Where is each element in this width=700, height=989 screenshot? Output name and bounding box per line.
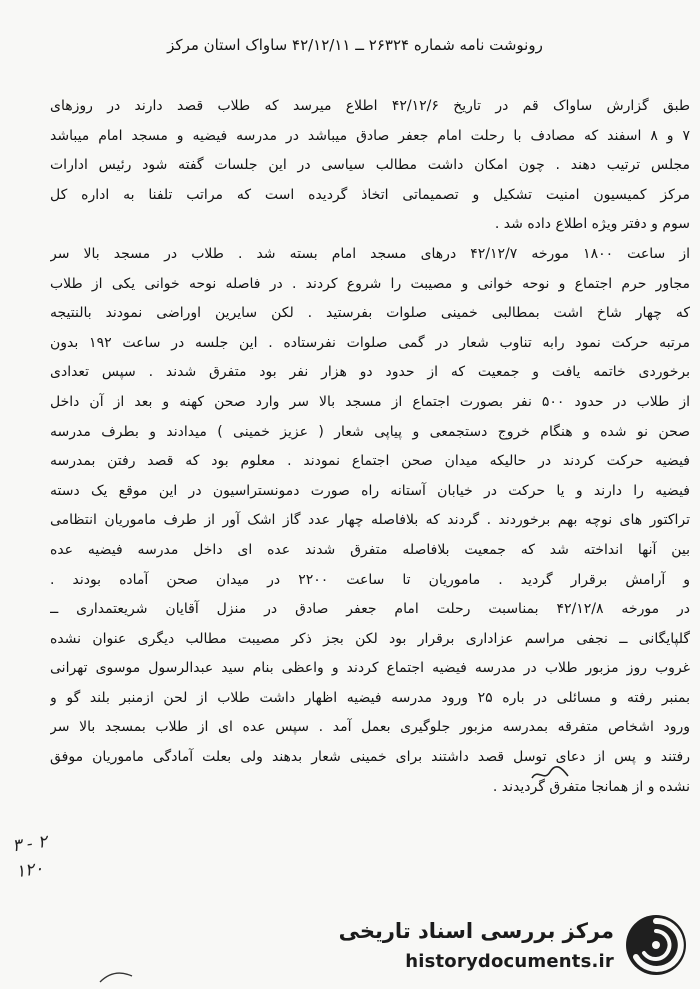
corner-tick-mark (96, 966, 136, 986)
document-line: فیضیه را دارند و یا حرکت در خیابان آستانه راه صورت دمونستراسیون در این موقع یک دسته (50, 482, 690, 499)
archive-watermark (338, 911, 694, 981)
document-line: مرکز کمیسیون امنیت تشکیل و تصمیماتی اتخاذ گردیده است که مراتب تلفنا به اداره کل (50, 186, 690, 203)
margin-note-line-2: ۱۲۰ (14, 858, 45, 883)
ink-scribble-mark (530, 764, 570, 784)
document-line: از ساعت ۱۸۰۰ مورخه ۴۲/۱۲/۷ درهای مسجد امام بسته شد . طلاب در مسجد بالا سر (50, 245, 690, 262)
document-line: فیضیه حرکت کردند در حالیکه میدان صحن اجتماع نمودند . معلوم بود که قصد رفتن بمدرسه (50, 453, 690, 470)
document-line: بمنبر رفته و مسائلی در باره ۲۵ ورود مدرسه فیضیه اظهار داشت طلاب از لحن ازمنبر بلند گو و (50, 689, 690, 706)
document-line: سوم و دفتر ویژه اطلاع داده شد . (494, 216, 690, 233)
handwritten-margin-note (11, 827, 68, 885)
document-line: و آرامش برقرار گردید . ماموریان تا ساعت ۲۲۰۰ در میدان صحن آماده بودند . (50, 571, 690, 588)
archive-logo-icon (624, 913, 688, 977)
document-line: طبق گزارش ساواک قم در تاریخ ۴۲/۱۲/۶ اطلاع میرسد که طلاب قصد دارند در روزهای (50, 98, 690, 114)
document-line: ۷ و ۸ اسفند که مصادف با رحلت امام جعفر صادق میباشد در مدرسه فیضیه و مسجد امام میباشد (50, 127, 690, 144)
document-line: گلپایگانی ــ نجفی مراسم عزاداری برقرار بود لکن بجز ذکر مصیبت مطالب دیگری عنوان نشده (50, 630, 690, 647)
document-line: مجلس ترتیب دهند . چون امکان داشت مطالب سیاسی در این جلسات گفته شود رئیس ادارات (50, 157, 690, 174)
document-line: که چهار شاخ اشت بمطالبی خمینی صلوات بفرستید . لکن سایرین اوراضی نمودند بالنتیجه (50, 305, 690, 322)
watermark-url: historydocuments.ir (405, 951, 614, 972)
document-line: نشده و از همانجا متفرق گردیدند . (492, 778, 690, 795)
document-line: صحن نو شده و هنگام خروج دستجمعی و پیاپی شعار ( عزیز خمینی ) میدادند و بطرف مدرسه (50, 423, 690, 440)
document-line: در مورخه ۴۲/۱۲/۸ بمناسبت رحلت امام جعفر صادق در منزل آقایان شریعتمداری ــ (50, 601, 690, 618)
document-title: رونوشت نامه شماره ۲۶۳۲۴ ــ ۴۲/۱۲/۱۱ ساواک استان مرکز (167, 36, 543, 54)
document-line: رفتند و پس از دعای توسل قصد داشتند برای خمینی شعار بدهند ولی بعلت آمادگی ماموریان موفق (50, 749, 690, 766)
document-line: ورود اشخاص متفرقه بمدرسه مزبور جلوگیری بعمل آمد . سپس عده ای از طلاب بمسجد بالا سر (50, 719, 690, 736)
document-line: غروب روز مزبور طلاب در مدرسه فیضیه اجتماع کردند و واعظی بنام سید عبدالرسول موسوی تهرانی (50, 660, 690, 677)
document-line: مجاور حرم اجتماع و نوحه خوانی و مصیبت را شروع کردند . در فاصله نوحه خوانی یکی از طلاب (50, 275, 690, 292)
document-body (50, 92, 690, 802)
document-line: تراکتور های نوچه بهم برخوردند . گردند که بلافاصله چهار عدد گاز اشک آور از طرف ماموریان انتظامی (50, 512, 690, 529)
document-line: مرتبه حرکت نمود رابه تناوب شعار در گمی صلوات نفرستاده . این جلسه در ساعت ۱۹۲ بدون (50, 334, 690, 351)
watermark-name: مرکز بررسی اسناد تاریخی (338, 919, 614, 943)
document-line: از طلاب در حدود ۵۰۰ نفر بصورت اجتماع از مسجد بالا سر وارد صحن کهنه و بعد از آن داخل (50, 393, 690, 410)
document-line: بین آنها انداخته شد که جمعیت بلافاصله متفرق شدند عده ای داخل مدرسه فیضیه عده (50, 541, 690, 558)
margin-note-line-1: ۳ - ۲ (11, 831, 49, 857)
document-line: برخوردی خاتمه یافت و جمعیت که از حدود دو هزار نفر بود متفرق شدند . سپس تعدادی (50, 364, 690, 381)
